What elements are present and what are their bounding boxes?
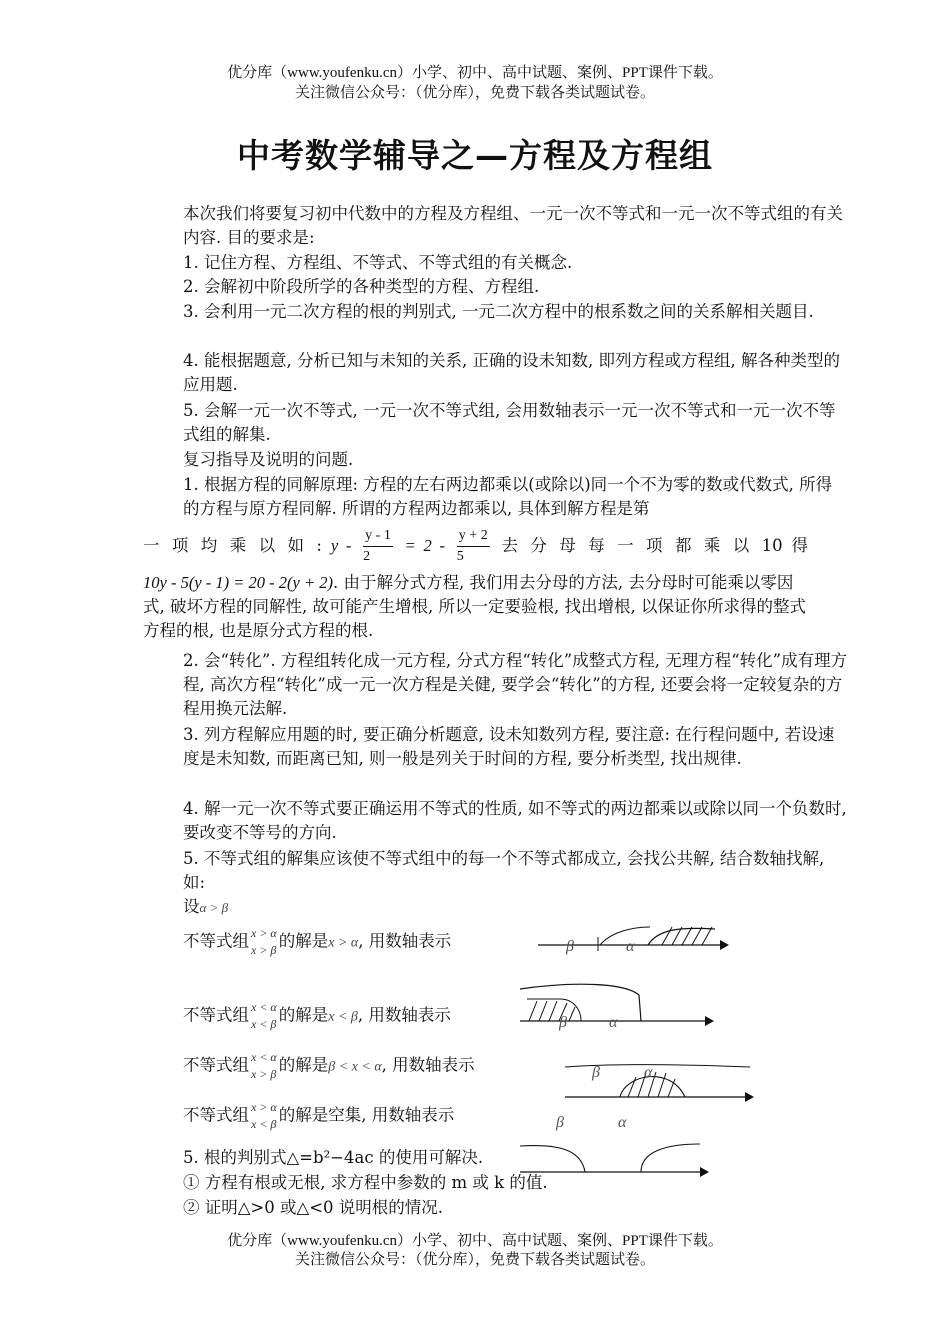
system-3-suffix: , 用数轴表示 xyxy=(381,1055,475,1075)
axis3-beta: β xyxy=(592,1064,600,1081)
page-header-line2: 关注微信公众号：（优分库），免费下载各类试题试卷。 xyxy=(294,85,655,101)
axis4-alpha: α xyxy=(618,1114,627,1131)
goal-2: 2. 会解初中阶段所学的各种类型的方程、方程组. xyxy=(183,277,540,296)
system-2-solution: x < β xyxy=(328,1009,358,1025)
goal-3: 3. 会利用一元二次方程的根的判别式, 一元二次方程中的根系数之间的关系解相关题目. xyxy=(183,302,814,321)
goal-4: 4. 能根据题意, 分析已知与未知的关系, 正确的设未知数, 即列方程或方程组, 解各种类型的应用题. xyxy=(183,351,840,394)
system-3-solution: β < x < α xyxy=(328,1059,382,1075)
system-1-solution: x > α xyxy=(328,935,359,951)
review-heading: 复习指导及说明的问题. xyxy=(183,450,354,469)
fraction-1 xyxy=(363,526,393,567)
system-3-mid: 的解是 xyxy=(278,1055,329,1075)
system-3-brace xyxy=(251,1049,277,1083)
page-header-line1: 优分库（www.youfenku.cn）小学、初中、高中试题、案例、PPT课件下载。 xyxy=(227,65,723,81)
axis2-alpha: α xyxy=(609,1014,618,1031)
number-line-1 xyxy=(530,915,730,965)
axis1-beta: β xyxy=(566,938,574,955)
discriminant-item-2: ② 证明△>0 或△<0 说明根的情况. xyxy=(183,1198,444,1217)
example-prefix: 一 项 均 乘 以 如 : xyxy=(143,536,322,555)
system-2-mid: 的解是 xyxy=(278,1005,329,1025)
system-3-top: x < α xyxy=(251,1050,277,1064)
point1-example-line xyxy=(143,526,808,567)
system-4-top: x > α xyxy=(251,1100,277,1114)
goal-1: 1. 记住方程、方程组、不等式、不等式组的有关概念. xyxy=(183,253,573,272)
assume-expr: α > β xyxy=(199,900,229,915)
fraction-2 xyxy=(457,526,490,567)
system-1-bottom: x > β xyxy=(251,943,277,957)
intro-paragraph: 本次我们将要复习初中代数中的方程及方程组、一元一次不等式和一元一次不等式组的有关内容. 目的要求是: xyxy=(183,204,843,247)
example-suffix: 去 分 母 每 一 项 都 乘 以 10 得 xyxy=(501,536,808,555)
system-2-brace xyxy=(251,999,277,1033)
number-line-3 xyxy=(560,1055,760,1105)
system-2-bottom: x < β xyxy=(251,1017,277,1031)
system-1-prefix: 不等式组 xyxy=(183,931,249,951)
system-row-4 xyxy=(183,1099,454,1133)
system-3-bottom: x > β xyxy=(251,1067,277,1081)
fraction-1-denominator: 2 xyxy=(363,549,371,564)
page-title: 中考数学辅导之—方程及方程组 xyxy=(237,136,713,175)
axis3-alpha: α xyxy=(644,1064,653,1081)
number-line-4-labels xyxy=(550,1105,670,1135)
eq-mid: = 2 - xyxy=(404,536,445,555)
system-row-3 xyxy=(183,1049,475,1083)
point4: 4. 解一元一次不等式要正确运用不等式的性质, 如不等式的两边都乘以或除以同一个负数时, 要改变不等号的方向. xyxy=(183,799,847,842)
result-equation: 10y - 5(y - 1) = 20 - 2(y + 2) xyxy=(143,573,333,592)
axis2-beta: β xyxy=(559,1014,567,1031)
point1-part2 xyxy=(143,571,808,643)
fraction-1-numerator: y - 1 xyxy=(363,526,393,547)
assume-label: 设 xyxy=(183,897,200,916)
point5: 5. 不等式组的解集应该使不等式组中的每一个不等式都成立, 会找公共解, 结合数轴找解, 如: xyxy=(183,849,825,892)
fraction-2-numerator: y + 2 xyxy=(457,526,490,547)
point1-part1: 1. 根据方程的同解原理: 方程的左右两边都乘以(或除以)同一个不为零的数或代数式, 所得的方程与原方程同解. 所谓的方程两边都乘以, 具体到解方程是第 xyxy=(183,475,833,518)
number-line-2 xyxy=(515,975,715,1035)
system-2-prefix: 不等式组 xyxy=(183,1005,249,1025)
system-4-suffix: , 用数轴表示 xyxy=(361,1105,455,1125)
eq-y: y - xyxy=(330,536,352,555)
goal-5: 5. 会解一元一次不等式, 一元一次不等式组, 会用数轴表示一元一次不等式和一元一次不等式组的解集. xyxy=(183,401,836,444)
axis4-beta: β xyxy=(556,1114,564,1131)
system-1-mid: 的解是 xyxy=(278,931,329,951)
system-1-top: x > α xyxy=(251,926,277,940)
axis1-alpha: α xyxy=(626,938,635,955)
page-footer-line2: 关注微信公众号：（优分库），免费下载各类试题试卷。 xyxy=(294,1252,655,1268)
system-1-brace xyxy=(251,925,277,959)
system-4-prefix: 不等式组 xyxy=(183,1105,249,1125)
system-row-2 xyxy=(183,999,451,1033)
point3: 3. 列方程解应用题的时, 要正确分析题意, 设未知数列方程, 要注意: 在行程问题中, 若设速度是未知数, 而距离已知, 则一般是列关于时间的方程, 要分析类型, 找出规律. xyxy=(183,725,835,768)
system-4-mid: 的解是空集 xyxy=(278,1105,362,1125)
system-2-suffix: , 用数轴表示 xyxy=(357,1005,451,1025)
point2: 2. 会“转化”. 方程组转化成一元方程, 分式方程“转化”成整式方程, 无理方程“转化”成有理方程, 高次方程“转化”成一元一次方程是关健, 要学会“转化”的方程, 还要会将一定较复杂的方程用换元法解. xyxy=(183,651,848,718)
point1-part2-text: . 由于解分式方程, 我们用去分母的方法, 去分母时可能乘以零因式, 破坏方程的同解性, 故可能产生增根, 所以一定要验根, 找出增根, 以保证你所求得的整式方程的根, 也是原分式方程的根. xyxy=(143,573,806,640)
system-4-brace xyxy=(251,1099,277,1133)
page-footer-line1: 优分库（www.youfenku.cn）小学、初中、高中试题、案例、PPT课件下载。 xyxy=(227,1233,723,1249)
fraction-2-denominator: 5 xyxy=(456,549,464,564)
assume-line xyxy=(183,895,228,920)
system-1-suffix: , 用数轴表示 xyxy=(358,931,452,951)
discriminant-line: 5. 根的判别式△=b²−4ac 的使用可解决. xyxy=(183,1148,484,1167)
system-4-bottom: x < β xyxy=(251,1117,277,1131)
system-row-1 xyxy=(183,925,451,959)
system-3-prefix: 不等式组 xyxy=(183,1055,249,1075)
discriminant-item-1: ① 方程有根或无根, 求方程中参数的 m 或 k 的值. xyxy=(183,1173,548,1192)
system-2-top: x < α xyxy=(251,1000,277,1014)
